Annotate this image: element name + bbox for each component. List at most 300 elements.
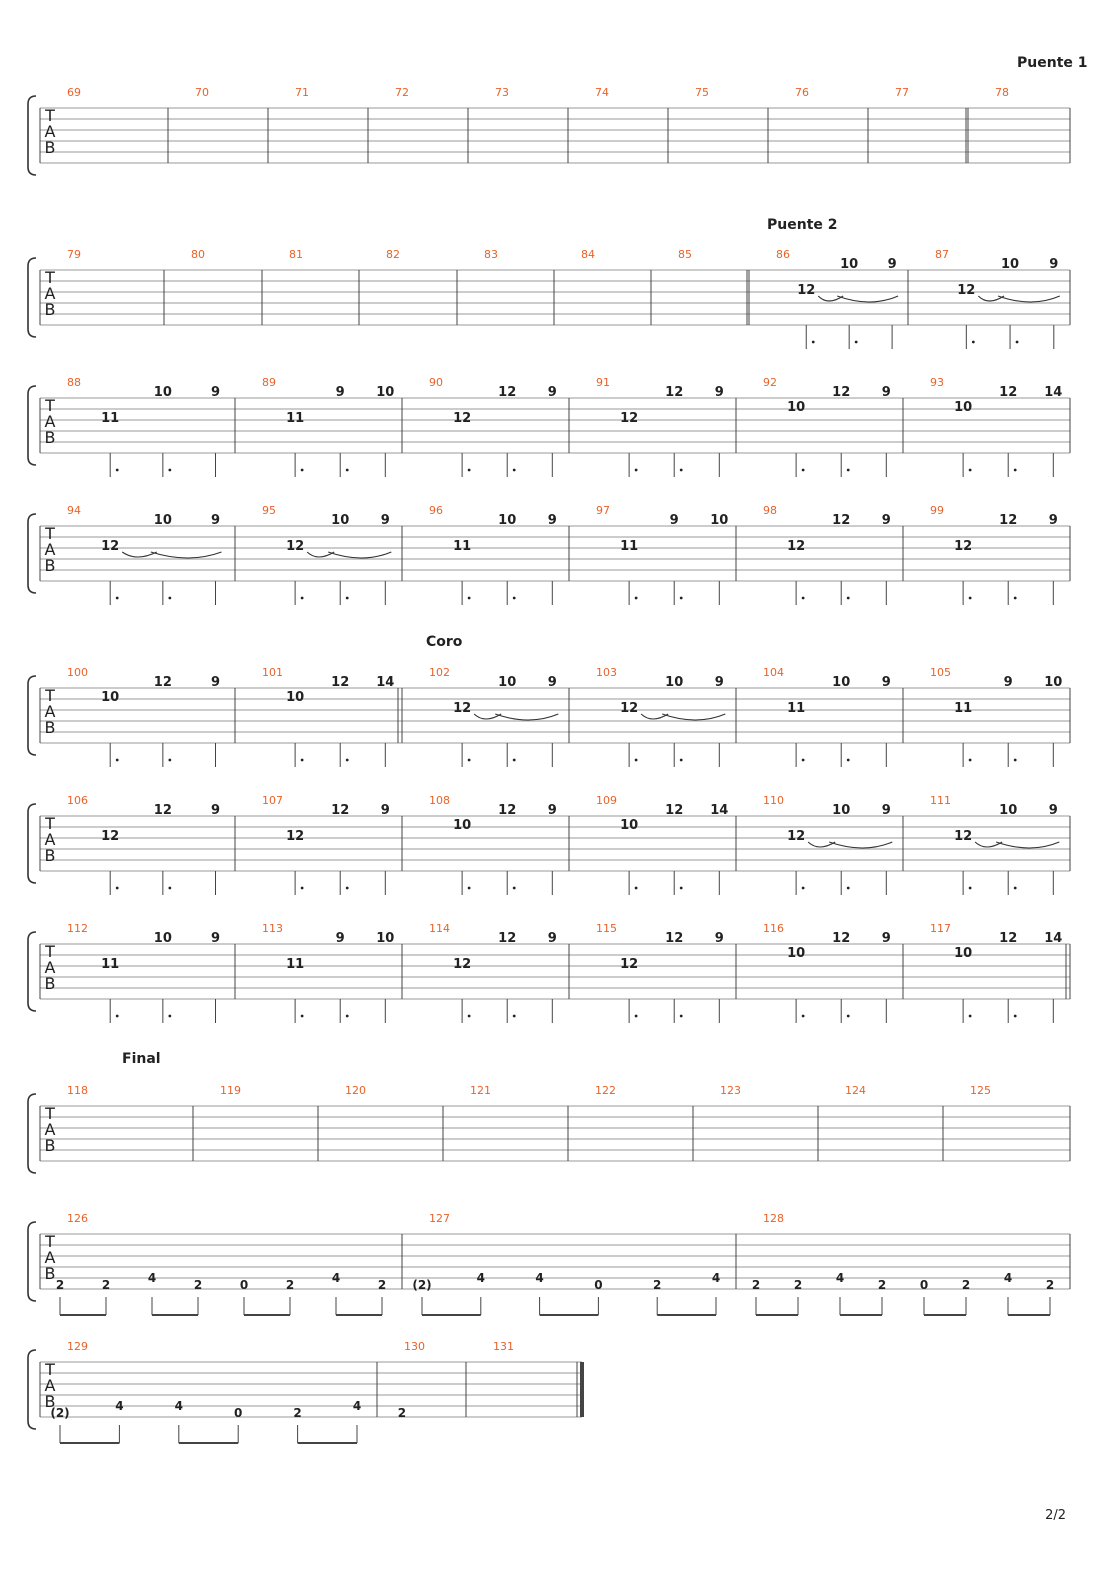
fret-number: 9: [210, 513, 221, 528]
dot: [680, 597, 683, 600]
tab-clef-letter: B: [44, 556, 56, 575]
measure-number: 118: [67, 1084, 88, 1097]
section-label-puente-2: Puente 2: [767, 217, 838, 233]
tab-clef-letter: A: [44, 958, 56, 977]
dot: [1014, 1015, 1017, 1018]
fret-number: 9: [714, 675, 724, 690]
tab-system: [28, 1340, 582, 1443]
fret-number: 10: [376, 931, 395, 946]
dot: [969, 469, 972, 472]
tie-curve: [662, 714, 725, 720]
fret-number: 2: [961, 1278, 971, 1292]
system-bracket: [28, 804, 36, 883]
fret-number: 9: [669, 513, 679, 528]
tab-system: [28, 1084, 1070, 1173]
fret-number: 12: [331, 675, 350, 690]
dot: [116, 887, 119, 890]
fret-number: 12: [665, 931, 684, 946]
measure-number: 128: [763, 1212, 784, 1225]
fret-number: 2: [793, 1278, 803, 1292]
fret-number: 12: [101, 829, 120, 844]
fret-number: 2: [877, 1278, 887, 1292]
dot: [116, 1015, 119, 1018]
dot: [116, 469, 119, 472]
fret-number: 9: [1048, 513, 1058, 528]
system-bracket: [28, 258, 36, 337]
tab-clef-letter: T: [45, 814, 55, 833]
measure-number: 127: [429, 1212, 450, 1225]
tab-clef-letter: T: [45, 396, 55, 415]
fret-number: 4: [1003, 1271, 1013, 1285]
tab-clef-letter: A: [44, 1248, 56, 1267]
fret-number: 11: [453, 539, 472, 554]
measure-number: 105: [930, 666, 951, 679]
measure-number: 81: [289, 248, 303, 261]
measure-number: 97: [596, 504, 610, 517]
dot: [847, 759, 850, 762]
dot: [468, 887, 471, 890]
measure-number: 92: [763, 376, 777, 389]
fret-number: 12: [153, 675, 172, 690]
tab-clef-letter: A: [44, 1120, 56, 1139]
fret-number: 12: [498, 385, 517, 400]
dot: [116, 759, 119, 762]
fret-number: 12: [832, 931, 851, 946]
tab-clef-letter: B: [44, 974, 56, 993]
fret-number: 12: [797, 283, 816, 298]
fret-number: 2: [1045, 1278, 1055, 1292]
fret-number: 2: [377, 1278, 387, 1292]
dot: [802, 469, 805, 472]
tab-clef-letter: B: [44, 1136, 56, 1155]
measure-number: 85: [678, 248, 692, 261]
fret-number: 2: [653, 1278, 662, 1292]
fret-number: 12: [999, 931, 1018, 946]
fret-number: 12: [954, 539, 973, 554]
fret-number: 14: [1044, 385, 1063, 400]
measure-number: 110: [763, 794, 784, 807]
fret-number: 9: [380, 803, 390, 818]
fret-number: 4: [711, 1271, 721, 1285]
fret-number: 2: [397, 1406, 407, 1420]
dot: [635, 1015, 638, 1018]
fret-number: 12: [453, 701, 472, 716]
dot: [1014, 759, 1017, 762]
dot: [513, 887, 516, 890]
fret-number: 9: [714, 931, 724, 946]
measure-number: 117: [930, 922, 951, 935]
fret-number: 10: [954, 400, 973, 415]
fret-number: 11: [101, 411, 120, 426]
fret-number: 12: [331, 803, 350, 818]
measure-number: 131: [493, 1340, 514, 1353]
tab-clef-letter: A: [44, 284, 56, 303]
measure-number: 83: [484, 248, 498, 261]
dot: [301, 597, 304, 600]
measure-number: 93: [930, 376, 944, 389]
fret-number: 10: [710, 513, 729, 528]
dot: [802, 1015, 805, 1018]
fret-number: 9: [210, 385, 221, 400]
tab-clef-letter: A: [44, 122, 56, 141]
dot: [1014, 887, 1017, 890]
dot: [969, 759, 972, 762]
fret-number: 12: [453, 957, 472, 972]
fret-number: 11: [620, 539, 639, 554]
dot: [847, 887, 850, 890]
fret-number: 10: [787, 400, 806, 415]
fret-number: 4: [476, 1271, 485, 1285]
measure-number: 112: [67, 922, 88, 935]
measure-number: 84: [581, 248, 595, 261]
system-bracket: [28, 1222, 36, 1301]
fret-number: 2: [55, 1278, 65, 1292]
tab-system: [28, 1212, 1070, 1315]
dot: [1016, 341, 1019, 344]
dot: [346, 597, 349, 600]
fret-number: 4: [115, 1399, 124, 1413]
tab-clef-letter: T: [45, 524, 55, 543]
fret-number: 10: [101, 690, 120, 705]
measure-number: 103: [596, 666, 617, 679]
tie-curve: [328, 552, 391, 558]
tab-clef-letter: T: [45, 1360, 55, 1379]
fret-number: 9: [881, 385, 891, 400]
fret-number: 12: [954, 829, 973, 844]
tab-system: [28, 794, 1070, 895]
dot: [680, 1015, 683, 1018]
dot: [969, 1015, 972, 1018]
fret-number: 0: [594, 1278, 603, 1292]
fret-number: 10: [787, 946, 806, 961]
tie-curve: [151, 552, 222, 558]
dot: [847, 469, 850, 472]
measure-number: 76: [795, 86, 809, 99]
dot: [468, 1015, 471, 1018]
measure-number: 115: [596, 922, 617, 935]
tab-clef-letter: T: [45, 106, 55, 125]
fret-number: 4: [535, 1271, 544, 1285]
fret-number: 12: [153, 803, 172, 818]
fret-number: 9: [1003, 675, 1013, 690]
measure-number: 75: [695, 86, 709, 99]
page-number: 2/2: [1045, 1508, 1066, 1523]
tab-clef-letter: B: [44, 300, 56, 319]
measure-number: 69: [67, 86, 81, 99]
dot: [301, 469, 304, 472]
fret-number: 10: [153, 931, 172, 946]
dot: [513, 759, 516, 762]
tab-clef-letter: B: [44, 1392, 56, 1411]
fret-number: 12: [832, 385, 851, 400]
measure-number: 123: [720, 1084, 741, 1097]
fret-number: 0: [239, 1278, 249, 1292]
tab-clef-letter: T: [45, 1104, 55, 1123]
fret-number: 10: [376, 385, 395, 400]
fret-number: 0: [919, 1278, 929, 1292]
dot: [969, 887, 972, 890]
fret-number: 10: [1001, 257, 1020, 272]
tab-clef-letter: B: [44, 428, 56, 447]
fret-number: 9: [547, 931, 557, 946]
measure-number: 106: [67, 794, 88, 807]
fret-number: 12: [620, 411, 639, 426]
tab-system: [28, 376, 1070, 477]
fret-number: 12: [787, 829, 806, 844]
fret-number: 12: [286, 829, 305, 844]
measure-number: 104: [763, 666, 784, 679]
tab-clef-letter: T: [45, 686, 55, 705]
dot: [635, 759, 638, 762]
fret-number: 10: [840, 257, 859, 272]
tab-clef-letter: B: [44, 846, 56, 865]
measure-number: 99: [930, 504, 944, 517]
measure-number: 82: [386, 248, 400, 261]
measure-number: 74: [595, 86, 609, 99]
measure-number: 126: [67, 1212, 88, 1225]
system-bracket: [28, 96, 36, 175]
section-label-puente-1: Puente 1: [1017, 55, 1088, 71]
measure-number: 119: [220, 1084, 241, 1097]
tab-clef-letter: B: [44, 718, 56, 737]
dot: [168, 597, 171, 600]
fret-number: 9: [547, 803, 557, 818]
tab-clef-letter: A: [44, 540, 56, 559]
dot: [802, 759, 805, 762]
tab-system: [28, 86, 1070, 175]
dot: [855, 341, 858, 344]
tab-system: [28, 504, 1070, 605]
fret-number: 9: [881, 675, 891, 690]
measure-number: 130: [404, 1340, 425, 1353]
dot: [802, 597, 805, 600]
measure-number: 120: [345, 1084, 366, 1097]
fret-number: 4: [174, 1399, 183, 1413]
fret-number: 9: [380, 513, 390, 528]
measure-number: 72: [395, 86, 409, 99]
fret-number: 9: [210, 931, 221, 946]
fret-number: 2: [751, 1278, 761, 1292]
fret-number: 10: [498, 675, 517, 690]
dot: [847, 1015, 850, 1018]
fret-number: 9: [714, 385, 724, 400]
fret-number: 2: [293, 1406, 302, 1420]
fret-number: 12: [453, 411, 472, 426]
fret-number: 10: [1044, 675, 1063, 690]
dot: [301, 1015, 304, 1018]
fret-number: 9: [210, 803, 221, 818]
measure-number: 95: [262, 504, 276, 517]
dot: [513, 469, 516, 472]
dot: [301, 759, 304, 762]
measure-number: 122: [595, 1084, 616, 1097]
dot: [635, 597, 638, 600]
measure-number: 109: [596, 794, 617, 807]
measure-number: 129: [67, 1340, 88, 1353]
fret-number: 9: [1048, 803, 1058, 818]
tab-clef-letter: A: [44, 830, 56, 849]
measure-number: 86: [776, 248, 790, 261]
measure-number: 80: [191, 248, 205, 261]
tie-curve: [829, 842, 892, 848]
measure-number: 87: [935, 248, 949, 261]
fret-number: 10: [832, 675, 851, 690]
dot: [513, 1015, 516, 1018]
fret-number: 10: [498, 513, 517, 528]
measure-number: 102: [429, 666, 450, 679]
measure-number: 116: [763, 922, 784, 935]
dot: [1014, 469, 1017, 472]
fret-number: 12: [620, 957, 639, 972]
tie-curve: [837, 296, 898, 302]
system-bracket: [28, 1094, 36, 1173]
tab-clef-letter: A: [44, 412, 56, 431]
measure-number: 101: [262, 666, 283, 679]
dot: [812, 341, 815, 344]
fret-number: 14: [376, 675, 395, 690]
measure-number: 70: [195, 86, 209, 99]
fret-number: 2: [101, 1278, 111, 1292]
dot: [168, 887, 171, 890]
measure-number: 88: [67, 376, 81, 389]
measure-number: 113: [262, 922, 283, 935]
fret-number: 10: [665, 675, 684, 690]
dot: [969, 597, 972, 600]
fret-number: 12: [498, 803, 517, 818]
dot: [513, 597, 516, 600]
tie-curve: [996, 842, 1059, 848]
fret-number: 12: [286, 539, 305, 554]
fret-number: 14: [710, 803, 729, 818]
fret-number: 9: [881, 931, 891, 946]
dot: [116, 597, 119, 600]
fret-number: 11: [954, 701, 973, 716]
measure-number: 124: [845, 1084, 866, 1097]
fret-number: 9: [881, 803, 891, 818]
dot: [680, 759, 683, 762]
fret-number: 12: [832, 513, 851, 528]
fret-number: 10: [331, 513, 350, 528]
dot: [468, 759, 471, 762]
tab-clef-letter: T: [45, 268, 55, 287]
measure-number: 79: [67, 248, 81, 261]
dot: [301, 887, 304, 890]
fret-number: 9: [335, 931, 345, 946]
measure-number: 98: [763, 504, 777, 517]
tab-system: [28, 666, 1070, 767]
tab-clef-letter: B: [44, 138, 56, 157]
dot: [847, 597, 850, 600]
measure-number: 125: [970, 1084, 991, 1097]
tab-clef-letter: B: [44, 1264, 56, 1283]
fret-number: 11: [787, 701, 806, 716]
fret-number: 10: [153, 385, 172, 400]
fret-number: 9: [881, 513, 891, 528]
section-label-final: Final: [122, 1051, 161, 1067]
fret-number: 4: [835, 1271, 845, 1285]
measure-number: 73: [495, 86, 509, 99]
measure-number: 77: [895, 86, 909, 99]
dot: [635, 469, 638, 472]
tab-system: [28, 922, 1070, 1023]
measure-number: 78: [995, 86, 1009, 99]
fret-number: 10: [153, 513, 172, 528]
fret-number: 4: [352, 1399, 362, 1413]
fret-number: 9: [547, 385, 557, 400]
dot: [468, 469, 471, 472]
measure-number: 114: [429, 922, 450, 935]
tab-clef-letter: A: [44, 702, 56, 721]
system-bracket: [28, 514, 36, 593]
system-bracket: [28, 386, 36, 465]
tab-clef-letter: T: [45, 942, 55, 961]
fret-number: 10: [453, 818, 472, 833]
fret-number: 12: [957, 283, 976, 298]
fret-number: (2): [412, 1278, 432, 1292]
dot: [680, 887, 683, 890]
fret-number: 4: [147, 1271, 157, 1285]
tab-clef-letter: T: [45, 1232, 55, 1251]
fret-number: 11: [286, 411, 305, 426]
fret-number: 10: [999, 803, 1018, 818]
tie-curve: [998, 296, 1060, 302]
measure-number: 108: [429, 794, 450, 807]
dot: [346, 887, 349, 890]
fret-number: 12: [787, 539, 806, 554]
measure-number: 96: [429, 504, 443, 517]
fret-number: 10: [286, 690, 305, 705]
fret-number: 14: [1044, 931, 1063, 946]
fret-number: 10: [954, 946, 973, 961]
fret-number: 12: [999, 385, 1018, 400]
dot: [802, 887, 805, 890]
fret-number: 12: [999, 513, 1018, 528]
dot: [168, 469, 171, 472]
measure-number: 121: [470, 1084, 491, 1097]
dot: [1014, 597, 1017, 600]
fret-number: 12: [498, 931, 517, 946]
dot: [346, 1015, 349, 1018]
dot: [680, 469, 683, 472]
dot: [635, 887, 638, 890]
fret-number: 9: [335, 385, 345, 400]
fret-number: 9: [547, 675, 557, 690]
fret-number: 12: [101, 539, 120, 554]
dot: [346, 469, 349, 472]
measure-number: 91: [596, 376, 610, 389]
fret-number: 4: [331, 1271, 341, 1285]
measure-number: 90: [429, 376, 443, 389]
fret-number: 9: [210, 675, 221, 690]
fret-number: 9: [1049, 257, 1059, 272]
fret-number: 12: [665, 385, 684, 400]
dot: [972, 341, 975, 344]
fret-number: 10: [832, 803, 851, 818]
fret-number: (2): [50, 1406, 70, 1420]
fret-number: 11: [286, 957, 305, 972]
fret-number: 12: [620, 701, 639, 716]
system-bracket: [28, 676, 36, 755]
fret-number: 2: [285, 1278, 295, 1292]
measure-number: 94: [67, 504, 81, 517]
fret-number: 10: [620, 818, 639, 833]
fret-number: 2: [193, 1278, 203, 1292]
tab-clef-letter: A: [44, 1376, 56, 1395]
fret-number: 9: [887, 257, 897, 272]
dot: [168, 759, 171, 762]
measure-number: 100: [67, 666, 88, 679]
fret-number: 0: [234, 1406, 243, 1420]
